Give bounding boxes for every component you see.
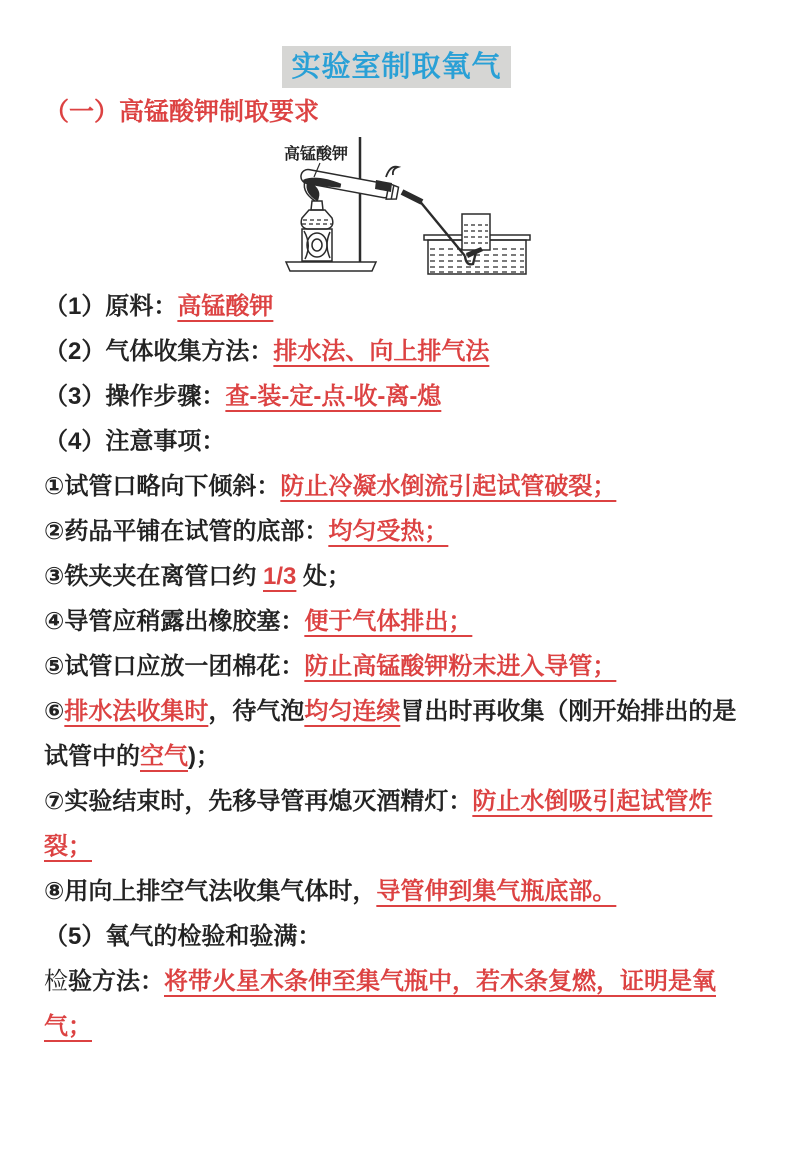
label-text: 验方法： xyxy=(68,968,164,995)
label-text: ⑦实验结束时，先移导管再熄灭酒精灯： xyxy=(44,788,473,815)
answer-text: 将带火星木条伸至集气瓶中，若木条复燃，证明是氧气； xyxy=(44,968,716,1040)
label-text: （2）气体收集方法： xyxy=(44,338,274,365)
gas-bottle xyxy=(462,214,490,250)
label-text: 处； xyxy=(296,563,352,590)
note-line-1 xyxy=(44,284,749,329)
answer-text: 导管伸到集气瓶底部。 xyxy=(376,878,617,905)
answer-text: 便于气体排出； xyxy=(304,608,473,635)
answer-text: 防止水倒吸引起试管炸裂； xyxy=(44,788,713,860)
label-text: ，待气泡 xyxy=(208,698,305,725)
note-line-8 xyxy=(44,599,749,644)
label-text: （3）操作步骤： xyxy=(44,383,226,410)
answer-text: 排水法、向上排气法 xyxy=(273,338,490,365)
answer-text: 查-装-定-点-收-离-熄 xyxy=(225,383,442,410)
title-row xyxy=(0,46,793,88)
label-text: ③铁夹夹在离管口约 xyxy=(44,563,263,590)
label-text: ⑤试管口应放一团棉花： xyxy=(44,653,305,680)
note-line-3 xyxy=(44,374,749,419)
label-text: )； xyxy=(188,743,220,770)
answer-text: 防止冷凝水倒流引起试管破裂； xyxy=(280,473,617,500)
wood-grain xyxy=(304,231,308,259)
diagram-label: 高锰酸钾 xyxy=(284,146,349,163)
label-text: ①试管口略向下倾斜： xyxy=(44,473,281,500)
note-line-10 xyxy=(44,689,749,779)
note-line-13 xyxy=(44,914,749,959)
wood-grain xyxy=(312,239,322,251)
answer-text: 高锰酸钾 xyxy=(177,293,274,320)
note-line-12 xyxy=(44,869,749,914)
lamp-wick-holder xyxy=(311,201,323,210)
note-line-11 xyxy=(44,779,749,869)
answer-text: 均匀受热； xyxy=(328,518,449,545)
section-heading: （一）高锰酸钾制取要求 xyxy=(44,98,320,126)
apparatus-diagram xyxy=(266,132,531,282)
note-line-7 xyxy=(44,554,749,599)
label-text: ⑥ xyxy=(44,698,65,725)
note-line-2 xyxy=(44,329,749,374)
clamp-screw xyxy=(386,167,398,177)
note-line-6 xyxy=(44,509,749,554)
answer-text: 防止高锰酸钾粉末进入导管； xyxy=(304,653,617,680)
stand-base xyxy=(286,262,376,271)
note-line-4 xyxy=(44,419,749,464)
label-text: （4）注意事项： xyxy=(44,428,226,455)
wood-grain xyxy=(327,232,330,258)
label-text: （1）原料： xyxy=(44,293,178,320)
answer-text: 排水法收集时 xyxy=(64,698,209,725)
note-line-5 xyxy=(44,464,749,509)
notes-list xyxy=(0,284,793,1049)
label-text: ④导管应稍露出橡胶塞： xyxy=(44,608,305,635)
label-text: ⑧用向上排空气法收集气体时， xyxy=(44,878,377,905)
answer-text: 均匀连续 xyxy=(304,698,401,725)
page-title: 实验室制取氧气 xyxy=(282,46,510,88)
label-text: 检 xyxy=(44,968,68,995)
label-text: ②药品平铺在试管的底部： xyxy=(44,518,329,545)
answer-text: 1/3 xyxy=(263,563,297,590)
label-text: 冒出时再收集（刚开始排出的是试管中的 xyxy=(44,698,737,770)
wood-grain xyxy=(307,233,327,257)
note-line-9 xyxy=(44,644,749,689)
delivery-tube xyxy=(418,199,465,256)
lamp-fuel xyxy=(302,220,332,224)
label-text: （5）氧气的检验和验满： xyxy=(44,923,322,950)
note-line-14 xyxy=(44,959,749,1049)
answer-text: 空气 xyxy=(140,743,188,770)
